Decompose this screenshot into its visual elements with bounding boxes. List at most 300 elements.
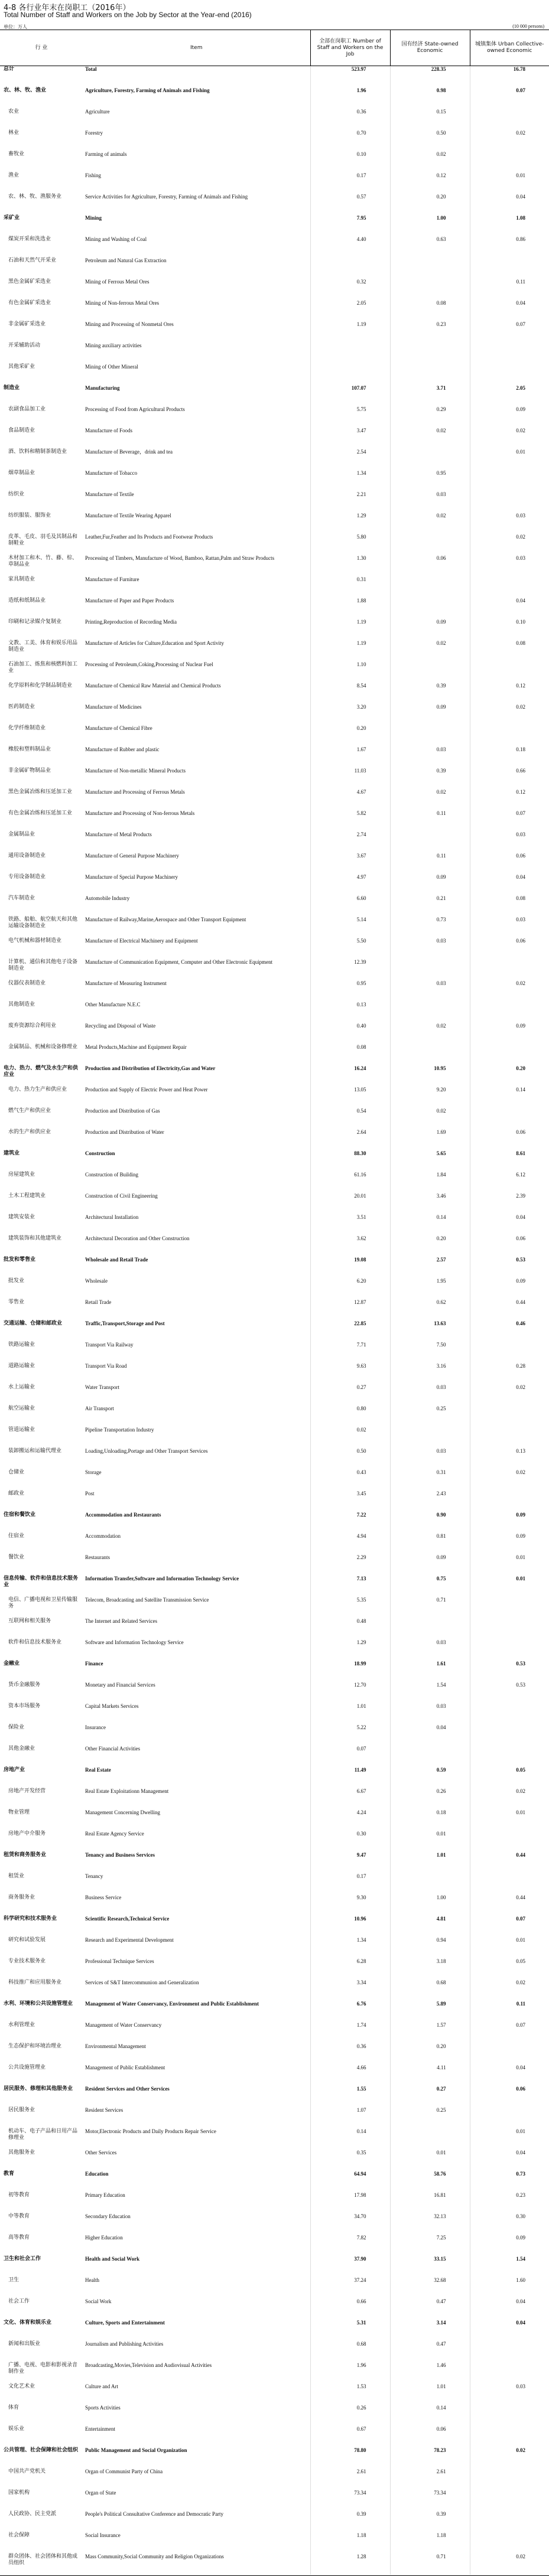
sector-name-en: Other Services [85,2150,117,2156]
collective-value: 0.20 [470,1065,549,1087]
state-owned-value: 1.01 [390,1852,470,1873]
sector-name-en: Manufacture of Tobacco [85,470,138,476]
total-value: 5.22 [310,1724,390,1746]
sector-name-cn: 纺织服装、服饰业 [8,513,51,519]
sector-name-en: Processing of Food from Agricultural Products [85,406,185,412]
state-owned-value: 7.50 [390,1342,470,1363]
sector-name-cn: 非金属矿物制品业 [8,768,51,774]
sector-name-en: Resident Services and Other Services [85,2086,170,2092]
collective-value: 0.07 [470,810,549,832]
state-owned-value: 0.75 [390,1576,470,1597]
sector-name-en: Resident Services [85,2107,124,2113]
total-value: 1.34 [310,1937,390,1958]
total-value: 1.34 [310,470,390,491]
sector-name-cn: 社会工作 [8,2298,30,2304]
table-row [0,534,549,555]
sector-name-cn: 纺织业 [8,491,25,497]
sector-name-en: Manufacture of Textile Wearing Apparel [85,513,171,519]
total-value: 0.10 [310,151,390,172]
sector-name-cn: 水的生产和供应业 [8,1129,51,1135]
sector-name-en: Construction of Building [85,1172,138,1178]
collective-value: 0.01 [470,1576,549,1597]
table-row [0,300,549,321]
collective-value [470,2362,549,2383]
collective-value: 0.01 [470,1937,549,1958]
sector-name-en: Processing of Timbers, Manufacture of Wood, Bamboo, Rattan,Palm and Straw Products [85,555,275,561]
sector-name-cn: 互联网和相关服务 [8,1618,51,1624]
sector-name-en: Automobile Industry [85,895,130,901]
sector-name-cn: 专业技术服务业 [8,1958,46,1964]
collective-value [470,1703,549,1724]
collective-value: 0.01 [470,449,549,470]
total-value: 6.76 [310,2001,390,2022]
collective-value: 0.02 [470,2554,549,2575]
table-row [0,1958,549,1980]
collective-value [470,661,549,683]
table-row [0,959,549,980]
total-value: 78.80 [310,2447,390,2469]
table-row [0,1427,549,1448]
collective-value: 0.03 [470,832,549,853]
table-row [0,832,549,853]
state-owned-value: 0.25 [390,1406,470,1427]
sector-name-cn: 卫生 [8,2277,20,2283]
state-owned-value: 0.62 [390,1299,470,1320]
sector-name-en: Mass Community,Social Community and Religion Organizations [85,2554,224,2559]
table-row [0,449,549,470]
section-row [0,1065,549,1087]
collective-value: 6.12 [470,1172,549,1193]
table-row [0,1937,549,1958]
collective-value: 2.05 [470,385,549,406]
collective-value: 0.04 [470,598,549,619]
sector-name-en: Manufacture of Rubber and plastic [85,746,160,752]
total-value: 0.02 [310,1427,390,1448]
sector-name-en: Fishing [85,172,102,178]
state-owned-value: 0.03 [390,1384,470,1406]
sector-name-en: Education [85,2171,109,2177]
collective-value: 0.03 [470,917,549,938]
state-owned-value: 3.16 [390,1363,470,1384]
table-row [0,1087,549,1108]
sector-name-en: Tenancy [85,1873,103,1879]
table-row [0,1831,549,1852]
sector-name-cn: 保险业 [8,1724,25,1730]
sector-name-cn: 租赁和商务服务业 [4,1852,47,1858]
table-row [0,194,549,215]
sector-name-en: Capital Markets Services [85,1703,139,1709]
collective-value: 0.30 [470,2213,549,2235]
state-owned-value [390,959,470,980]
table-row [0,364,549,385]
table-row [0,853,549,874]
collective-value: 0.02 [470,1384,549,1406]
collective-value [470,1002,549,1023]
sector-name-cn: 物业管理 [8,1809,30,1815]
table-row [0,1554,549,1576]
table-title-cn: 4-8 各行业年末在岗职工（2016年） [4,4,131,12]
collective-value: 0.53 [470,1257,549,1278]
state-owned-value [390,725,470,746]
sector-name-en: Manufacture of Paper and Paper Products [85,598,174,604]
table-row [0,789,549,810]
table-row [0,1724,549,1746]
total-value: 88.30 [310,1150,390,1172]
sector-name-cn: 公共管理、社会保障和社会组织 [4,2447,79,2453]
sector-name-en: Primary Education [85,2192,125,2198]
sector-name-en: Business Service [85,1894,122,1900]
total-value: 5.50 [310,938,390,959]
sector-name-en: Management of Water Conservancy [85,2022,162,2028]
sector-name-en: Entertainment [85,2426,115,2432]
state-owned-value: 0.03 [390,1448,470,1469]
sector-name-en: Printing,Reproduction of Recording Media [85,619,177,625]
header-state-owned: 国有经济 State-owned Economic [390,30,470,66]
collective-value: 0.04 [470,2150,549,2171]
total-value: 6.20 [310,1278,390,1299]
collective-value: 0.09 [470,2235,549,2256]
sector-name-cn: 总计 [4,66,15,72]
collective-value: 0.09 [470,406,549,428]
table-row [0,2043,549,2065]
sector-name-cn: 商务服务业 [8,1894,35,1900]
sector-name-en: Manufacturing [85,385,120,391]
sector-name-en: Manufacture of Metal Products [85,832,152,837]
table-row [0,661,549,683]
collective-value: 0.02 [470,1788,549,1809]
table-row [0,1193,549,1214]
table-row [0,895,549,917]
collective-value: 0.18 [470,746,549,768]
state-owned-value [390,364,470,385]
table-row [0,1002,549,1023]
state-owned-value: 0.98 [390,87,470,109]
total-value: 1.30 [310,555,390,576]
collective-value [470,2341,549,2362]
collective-value [470,959,549,980]
section-row [0,385,549,406]
state-owned-value: 3.71 [390,385,470,406]
table-row [0,1703,549,1724]
table-row [0,1873,549,1894]
header-total: 全部在岗职工 Number of Staff and Workers on the Job [310,30,390,66]
total-value: 20.01 [310,1193,390,1214]
sector-name-en: Mining of Other Mineral [85,364,138,370]
total-value: 7.13 [310,1576,390,1597]
state-owned-value: 0.03 [390,491,470,513]
collective-value [470,1831,549,1852]
total-value: 3.62 [310,1235,390,1257]
state-owned-value: 1.54 [390,1682,470,1703]
collective-value: 16.78 [470,66,549,88]
table-row [0,428,549,449]
total-value: 61.16 [310,1172,390,1193]
table-row [0,2426,549,2447]
sector-name-en: Mining of Ferrous Metal Ores [85,279,150,285]
table-row [0,1278,549,1299]
table-row [0,2532,549,2554]
state-owned-value: 0.11 [390,853,470,874]
total-value: 19.08 [310,1257,390,1278]
sector-name-en: Mining [85,215,102,221]
state-owned-value [390,1618,470,1639]
table-row [0,1023,549,1044]
total-value: 73.34 [310,2490,390,2511]
state-owned-value: 0.03 [390,1703,470,1724]
total-value: 0.08 [310,1044,390,1065]
sector-name-cn: 广播、电视、电影和影视录音制作业 [8,2362,78,2375]
sector-name-en: Petroleum and Natural Gas Extraction [85,257,167,263]
section-row [0,1916,549,1937]
sector-name-en: Service Activities for Agriculture, Forestry, Farming of Animals and Fishing [85,194,248,200]
section-row [0,1150,549,1172]
collective-value: 0.01 [470,1554,549,1576]
table-row [0,683,549,704]
table-row [0,1682,549,1703]
sector-name-en: Construction [85,1150,115,1156]
collective-value: 0.03 [470,513,549,534]
sector-name-en: Production and Distribution of Gas [85,1108,160,1114]
sector-name-cn: 文化艺术业 [8,2383,35,2389]
state-owned-value [390,576,470,598]
table-row [0,2022,549,2043]
total-value: 11.03 [310,768,390,789]
state-owned-value: 2.57 [390,1257,470,1278]
state-owned-value [390,1002,470,1023]
state-owned-value: 0.39 [390,683,470,704]
state-owned-value: 32.13 [390,2213,470,2235]
state-owned-value: 1.01 [390,2383,470,2405]
table-row [0,2150,549,2171]
sector-name-cn: 资本市场服务 [8,1703,41,1709]
total-value: 8.54 [310,683,390,704]
state-owned-value [390,449,470,470]
sector-name-cn: 其他采矿业 [8,364,35,370]
table-row [0,1809,549,1831]
sector-name-en: Restaurants [85,1554,110,1560]
state-owned-value: 1.18 [390,2532,470,2554]
state-owned-value [390,598,470,619]
state-owned-value [390,1746,470,1767]
state-owned-value: 0.47 [390,2341,470,2362]
collective-value: 0.07 [470,1916,549,1937]
total-value: 1.07 [310,2107,390,2128]
sector-name-cn: 黑色金属冶炼和压延加工业 [8,789,73,795]
total-value: 1.67 [310,746,390,768]
sector-name-en: Manufacture of Textile [85,491,134,497]
sector-name-cn: 中国共产党机关 [8,2469,46,2474]
sector-name-cn: 人民政协、民主党派 [8,2511,57,2517]
sector-name-cn: 建筑安装业 [8,1214,35,1220]
table-row [0,343,549,364]
state-owned-value: 0.14 [390,1214,470,1235]
sector-name-en: Other Financial Activities [85,1746,140,1752]
table-row [0,2383,549,2405]
header-collective: 城镇集体 Urban Collective-owned Economic [470,30,549,66]
state-owned-value: 0.50 [390,130,470,151]
collective-value: 0.14 [470,1087,549,1108]
state-owned-value: 58.76 [390,2171,470,2192]
sector-name-cn: 金属制品业 [8,832,35,837]
sector-name-cn: 文教、工美、体育和娱乐用品制造业 [8,640,78,653]
total-value: 1.96 [310,87,390,109]
table-title-en: Total Number of Staff and Workers on the Job by Sector at the Year-end (2016) [4,11,252,19]
table-row [0,491,549,513]
state-owned-value: 0.94 [390,1937,470,1958]
total-value: 2.64 [310,1129,390,1150]
section-row [0,1661,549,1682]
total-value: 3.47 [310,428,390,449]
table-row [0,1533,549,1554]
sector-name-cn: 金属制品、机械和设备修理业 [8,1044,78,1050]
table-row [0,406,549,428]
table-row [0,1469,549,1491]
collective-value [470,725,549,746]
total-value: 0.54 [310,1108,390,1129]
state-owned-value: 0.29 [390,406,470,428]
section-row [0,1257,549,1278]
sector-name-en: Pipeline Transportation Industry [85,1427,154,1433]
collective-value: 0.04 [470,1214,549,1235]
sector-name-en: Tenancy and Business Services [85,1852,155,1858]
sector-name-cn: 有色金属冶炼和压延加工业 [8,810,73,816]
section-row [0,1512,549,1533]
total-value: 1.53 [310,2383,390,2405]
total-value: 7.82 [310,2235,390,2256]
total-value: 2.61 [310,2469,390,2490]
sector-name-cn: 科技推广和应用服务业 [8,1980,62,1985]
sector-name-cn: 建筑装饰和其他建筑业 [8,1235,62,1241]
total-value: 9.63 [310,1363,390,1384]
collective-value: 0.53 [470,1661,549,1682]
section-row [0,2171,549,2192]
total-value: 22.85 [310,1320,390,1342]
collective-value [470,109,549,130]
collective-value [470,2043,549,2065]
sector-name-cn: 科学研究和技术服务业 [4,1916,57,1922]
sector-name-en: Health [85,2277,99,2283]
sector-name-en: Professional Technique Services [85,1958,154,1964]
total-value: 5.35 [310,1597,390,1618]
collective-value [470,2426,549,2447]
total-value: 1.55 [310,2086,390,2107]
table-row [0,2277,549,2298]
sector-name-cn: 群众团体、社会团体和其他成员组织 [8,2554,78,2566]
collective-value: 0.06 [470,1129,549,1150]
collective-value: 0.11 [470,279,549,300]
collective-value: 0.08 [470,895,549,917]
sector-name-cn: 信息传输、软件和信息技术服务业 [4,1576,79,1588]
state-owned-value: 0.02 [390,513,470,534]
total-value: 0.70 [310,130,390,151]
state-owned-value: 5.65 [390,1150,470,1172]
sector-name-cn: 木材加工和木、竹、藤、棕、草制品业 [8,555,78,568]
sector-name-en: Higher Education [85,2235,123,2241]
table-row [0,2511,549,2532]
state-owned-value [390,661,470,683]
collective-value [470,1342,549,1363]
collective-value: 0.46 [470,1320,549,1342]
sector-name-cn: 电力、热力生产和供应业 [8,1087,67,1093]
total-value: 17.98 [310,2192,390,2213]
collective-value: 0.02 [470,2447,549,2469]
collective-value [470,1724,549,1746]
sector-name-en: Transport Via Railway [85,1342,134,1348]
state-owned-value: 78.23 [390,2447,470,2469]
table-row [0,1491,549,1512]
sector-name-cn: 石油加工、炼焦和核燃料加工业 [8,661,78,674]
sector-name-cn: 新闻和出版业 [8,2341,41,2347]
total-value: 1.28 [310,2554,390,2575]
sector-name-cn: 制造业 [4,385,20,391]
state-owned-value [390,1427,470,1448]
collective-value: 0.44 [470,1852,549,1873]
table-row [0,279,549,300]
collective-value: 0.06 [470,2086,549,2107]
state-owned-value: 0.73 [390,917,470,938]
state-owned-value: 0.20 [390,1235,470,1257]
total-value: 1.19 [310,321,390,343]
sector-name-cn: 零售业 [8,1299,25,1305]
state-owned-value: 0.25 [390,2107,470,2128]
total-value: 5.14 [310,917,390,938]
sector-name-cn: 铁路、船舶、航空航天和其他运输设备制造业 [8,917,78,929]
state-owned-value: 13.63 [390,1320,470,1342]
sector-name-cn: 铁路运输业 [8,1342,35,1348]
sector-name-en: The Internet and Related Services [85,1618,157,1624]
total-value: 3.67 [310,853,390,874]
collective-value: 0.44 [470,1894,549,1916]
state-owned-value: 0.02 [390,640,470,661]
table-row [0,2554,549,2575]
sector-name-en: Architectural Installation [85,1214,139,1220]
sector-name-cn: 有色金属矿采选业 [8,300,51,306]
collective-value: 8.61 [470,1150,549,1172]
state-owned-value: 0.71 [390,2554,470,2575]
total-value: 0.32 [310,279,390,300]
collective-value: 0.04 [470,2298,549,2320]
sector-name-cn: 房地产业 [4,1767,25,1773]
table-row [0,130,549,151]
sector-name-cn: 畜牧业 [8,151,25,157]
collective-value: 0.13 [470,1448,549,1469]
total-value: 1.19 [310,640,390,661]
table-row [0,2469,549,2490]
state-owned-value [390,2128,470,2150]
sector-name-cn: 渔业 [8,172,20,178]
table-body [0,66,549,2575]
sector-name-en: Architectural Decoration and Other Construction [85,1235,190,1241]
sector-name-en: Loading,Unloading,Portage and Other Transport Services [85,1448,208,1454]
sector-name-en: Construction of Civil Engineering [85,1193,158,1199]
collective-value: 0.12 [470,789,549,810]
sector-name-cn: 电信、广播电视和卫星传输服务 [8,1597,78,1609]
table-row [0,236,549,257]
total-value: 3.45 [310,1491,390,1512]
sector-name-en: Leather,Fur,Feather and Its Products and Footwear Products [85,534,213,540]
sector-name-cn: 金融业 [4,1661,20,1667]
table-row [0,2213,549,2235]
state-owned-value: 0.02 [390,1108,470,1129]
total-value: 64.94 [310,2171,390,2192]
table-row [0,1639,549,1661]
table-row [0,1618,549,1639]
state-owned-value [390,1044,470,1065]
collective-value [470,2490,549,2511]
total-value: 0.40 [310,1023,390,1044]
sector-name-cn: 化学纤维制造业 [8,725,46,731]
sector-name-en: Traffic,Transport,Storage and Post [85,1320,165,1326]
